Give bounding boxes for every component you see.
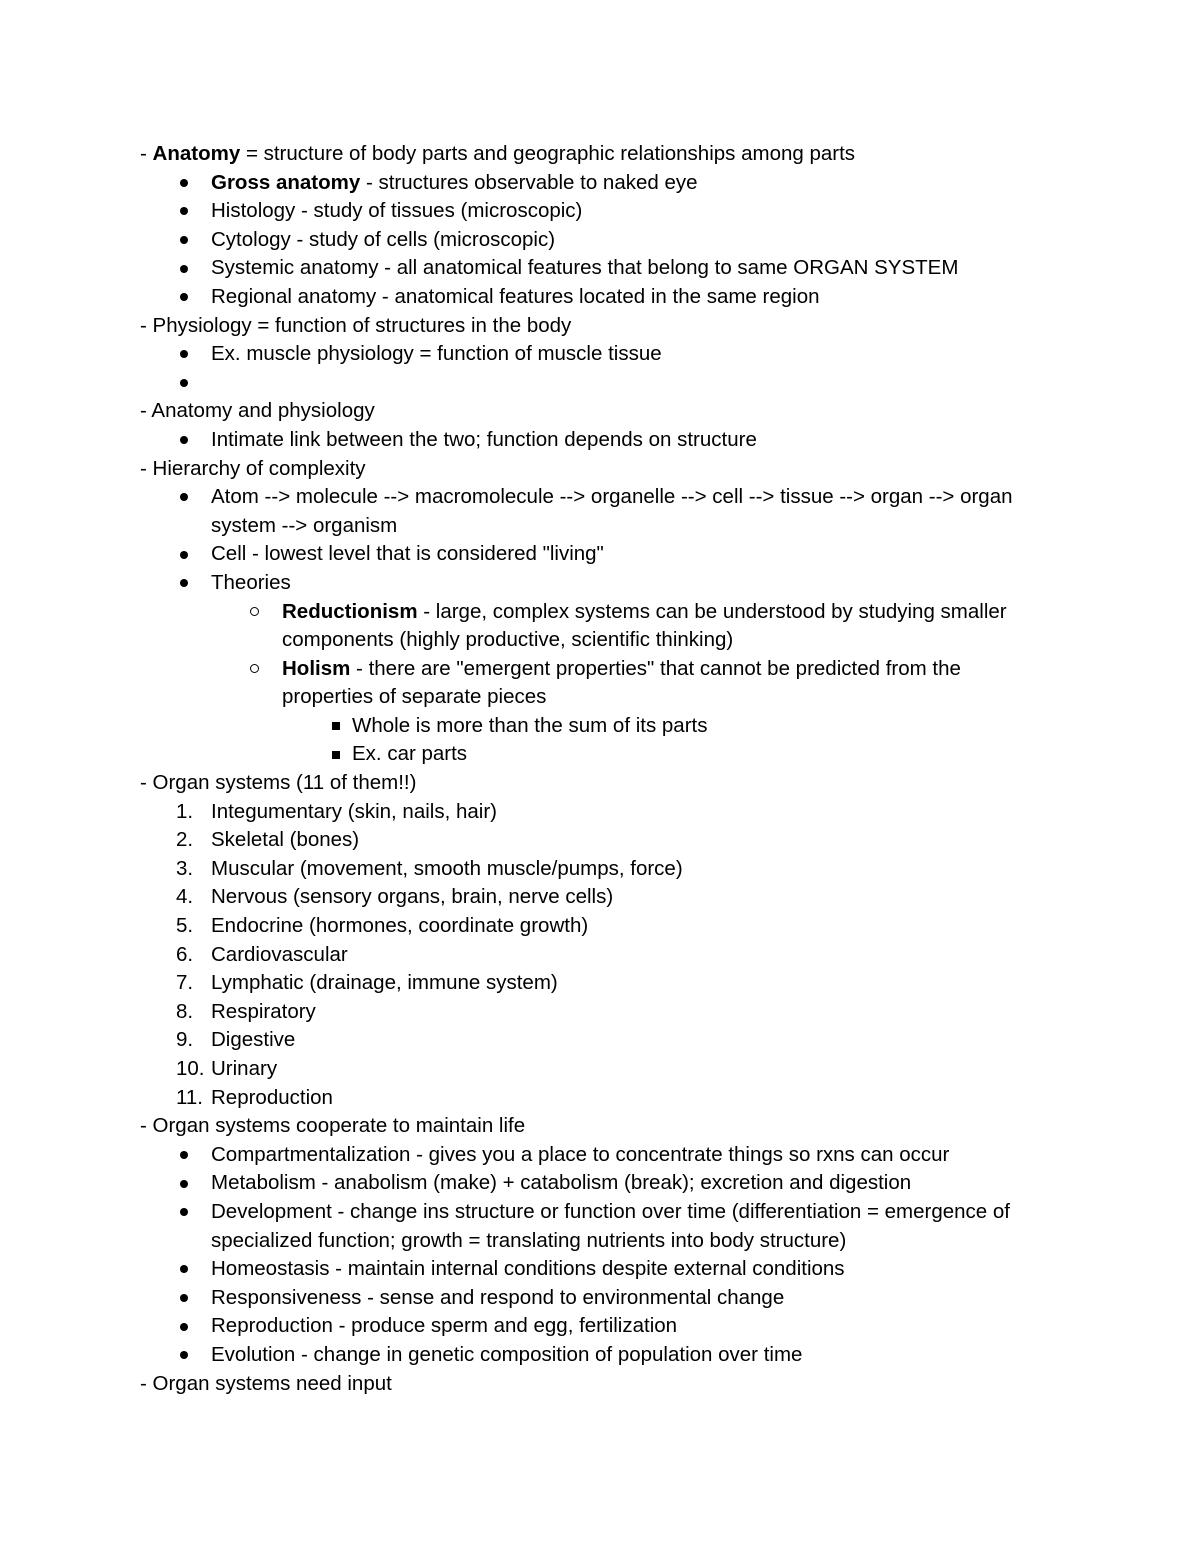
heading-anatomy [140, 140, 1070, 169]
list-item-text: Homeostasis - maintain internal conditions despite external conditions [211, 1257, 845, 1281]
bullet-disc-icon [180, 236, 188, 244]
heading-text: - Hierarchy of complexity [140, 456, 366, 480]
heading-anatomy-and-physiology [140, 397, 1070, 426]
list-item-text: Nervous (sensory organs, brain, nerve cells) [211, 885, 614, 909]
continuation-text: components (highly productive, scientific thinking) [282, 628, 734, 652]
list-item [140, 1255, 1070, 1284]
list-item [140, 340, 1070, 369]
list-item-text: Cell - lowest level that is considered "living" [211, 542, 604, 566]
heading-text: - Organ systems (11 of them!!) [140, 771, 417, 795]
organ-systems-list [140, 798, 1070, 1113]
list-item-text: Cytology - study of cells (microscopic) [211, 227, 556, 251]
heading-hierarchy [140, 455, 1070, 484]
bullet-circle-icon [250, 664, 259, 673]
list-item [140, 283, 1070, 312]
list-item-text: Endocrine (hormones, coordinate growth) [211, 914, 589, 938]
list-item [140, 226, 1070, 255]
sub-list-item [140, 598, 1070, 627]
item-number: 5. [176, 914, 194, 938]
bullet-disc-icon [180, 493, 188, 501]
list-item [140, 569, 1070, 598]
numbered-item [140, 969, 1070, 998]
item-number: 11. [176, 1085, 203, 1109]
bullet-disc-icon [180, 379, 188, 387]
list-item-text: - there are "emergent properties" that cannot be predicted from the [350, 656, 961, 680]
list-item-text: - structures observable to naked eye [360, 170, 698, 194]
list-item [140, 1312, 1070, 1341]
numbered-item [140, 998, 1070, 1027]
list-item-text: Reproduction [211, 1085, 333, 1109]
list-item [140, 197, 1070, 226]
sub-list-item-continuation [140, 626, 1070, 655]
bullet-disc-icon [180, 350, 188, 358]
bullet-disc-icon [180, 1351, 188, 1359]
bullet-disc-icon [180, 207, 188, 215]
heading-organ-systems-cooperate [140, 1112, 1070, 1141]
sub-sub-list-item [140, 740, 1070, 769]
document-page [140, 140, 1070, 1398]
list-item [140, 1284, 1070, 1313]
numbered-item [140, 912, 1070, 941]
continuation-text: specialized function; growth = translating nutrients into body structure) [211, 1228, 847, 1252]
bullet-circle-icon [250, 607, 259, 616]
item-number: 7. [176, 971, 194, 995]
list-item-text: Theories [211, 570, 291, 594]
list-item-text: Integumentary (skin, nails, hair) [211, 799, 497, 823]
bullet-disc-icon [180, 1294, 188, 1302]
numbered-item [140, 826, 1070, 855]
item-number: 9. [176, 1028, 194, 1052]
numbered-item [140, 1026, 1070, 1055]
bullet-disc-icon [180, 1323, 188, 1331]
list-item [140, 483, 1070, 512]
item-number: 1. [176, 799, 194, 823]
list-item-text: Reproduction - produce sperm and egg, fertilization [211, 1314, 678, 1338]
list-item-continuation [140, 512, 1070, 541]
list-item [140, 540, 1070, 569]
list-item-text: Systemic anatomy - all anatomical features that belong to same ORGAN SYSTEM [211, 256, 959, 280]
bullet-disc-icon [180, 265, 188, 273]
list-item [140, 1341, 1070, 1370]
list-item-text: Whole is more than the sum of its parts [352, 713, 708, 737]
list-item-text: Atom --> molecule --> macromolecule --> organelle --> cell --> tissue --> organ --> organ [211, 485, 1013, 509]
numbered-item [140, 1055, 1070, 1084]
list-item-text: Urinary [211, 1057, 278, 1080]
bullet-disc-icon [180, 293, 188, 301]
list-item-text: Cardiovascular [211, 942, 348, 966]
heading-text: - Physiology = function of structures in the body [140, 313, 572, 337]
list-item-text: Responsiveness - sense and respond to environmental change [211, 1285, 785, 1309]
item-number: 8. [176, 999, 194, 1023]
heading-text: - Anatomy and physiology [140, 399, 375, 423]
continuation-text: system --> organism [211, 513, 398, 537]
bullet-square-icon [332, 751, 340, 759]
list-item-text: Ex. car parts [352, 742, 468, 766]
list-item-text: Digestive [211, 1028, 296, 1052]
numbered-item [140, 883, 1070, 912]
heading-physiology [140, 312, 1070, 341]
bullet-disc-icon [180, 1265, 188, 1273]
list-item [140, 1169, 1070, 1198]
list-item-text: Regional anatomy - anatomical features located in the same region [211, 284, 820, 308]
list-item-text: Respiratory [211, 999, 316, 1023]
numbered-item [140, 941, 1070, 970]
heading-text: - Organ systems need input [140, 1371, 392, 1395]
sub-sub-list-item [140, 712, 1070, 741]
numbered-item [140, 798, 1070, 827]
term-holism: Holism [282, 656, 351, 680]
list-item-text: - large, complex systems can be understood by studying smaller [417, 599, 1007, 623]
heading-organ-systems-need-input [140, 1370, 1070, 1399]
term-anatomy: Anatomy [152, 142, 241, 165]
list-item-text: Intimate link between the two; function depends on structure [211, 427, 757, 451]
item-number: 3. [176, 856, 194, 880]
list-item-text: Histology - study of tissues (microscopic) [211, 199, 583, 223]
item-number: 2. [176, 828, 194, 852]
list-item [140, 1141, 1070, 1170]
list-item [140, 1198, 1070, 1227]
bullet-disc-icon [180, 579, 188, 587]
list-item-text: Development - change ins structure or function over time (differentiation = emergence of [211, 1199, 1010, 1223]
bullet-disc-icon [180, 1180, 188, 1188]
bullet-disc-icon [180, 1151, 188, 1159]
definition-text: = structure of body parts and geographic relationships among parts [240, 142, 856, 165]
list-item [140, 169, 1070, 198]
bullet-disc-icon [180, 436, 188, 444]
heading-organ-systems [140, 769, 1070, 798]
list-item-text: Skeletal (bones) [211, 828, 360, 852]
continuation-text: properties of separate pieces [282, 685, 547, 709]
heading-text: - Organ systems cooperate to maintain life [140, 1114, 526, 1138]
bullet-disc-icon [180, 551, 188, 559]
sub-list-item-continuation [140, 683, 1070, 712]
sub-list-item [140, 655, 1070, 684]
numbered-item [140, 1084, 1070, 1113]
list-item-continuation [140, 1227, 1070, 1256]
term-reductionism: Reductionism [282, 599, 418, 623]
term-gross-anatomy: Gross anatomy [211, 170, 361, 194]
bullet-square-icon [332, 722, 340, 730]
bullet-disc-icon [180, 179, 188, 187]
list-item-text: Evolution - change in genetic composition of population over time [211, 1342, 803, 1366]
numbered-item [140, 855, 1070, 884]
item-number: 4. [176, 885, 194, 909]
dash: - [140, 142, 153, 165]
bullet-disc-icon [180, 1208, 188, 1216]
item-number: 10. [176, 1057, 205, 1080]
list-item-text: Muscular (movement, smooth muscle/pumps, force) [211, 856, 683, 880]
list-item-empty [140, 369, 1070, 398]
list-item-text: Metabolism - anabolism (make) + catabolism (break); excretion and digestion [211, 1171, 912, 1195]
list-item-text: Lymphatic (drainage, immune system) [211, 971, 558, 995]
list-item-text: Compartmentalization - gives you a place to concentrate things so rxns can occur [211, 1142, 950, 1166]
list-item [140, 254, 1070, 283]
list-item [140, 426, 1070, 455]
item-number: 6. [176, 942, 194, 966]
list-item-text: Ex. muscle physiology = function of muscle tissue [211, 342, 662, 366]
